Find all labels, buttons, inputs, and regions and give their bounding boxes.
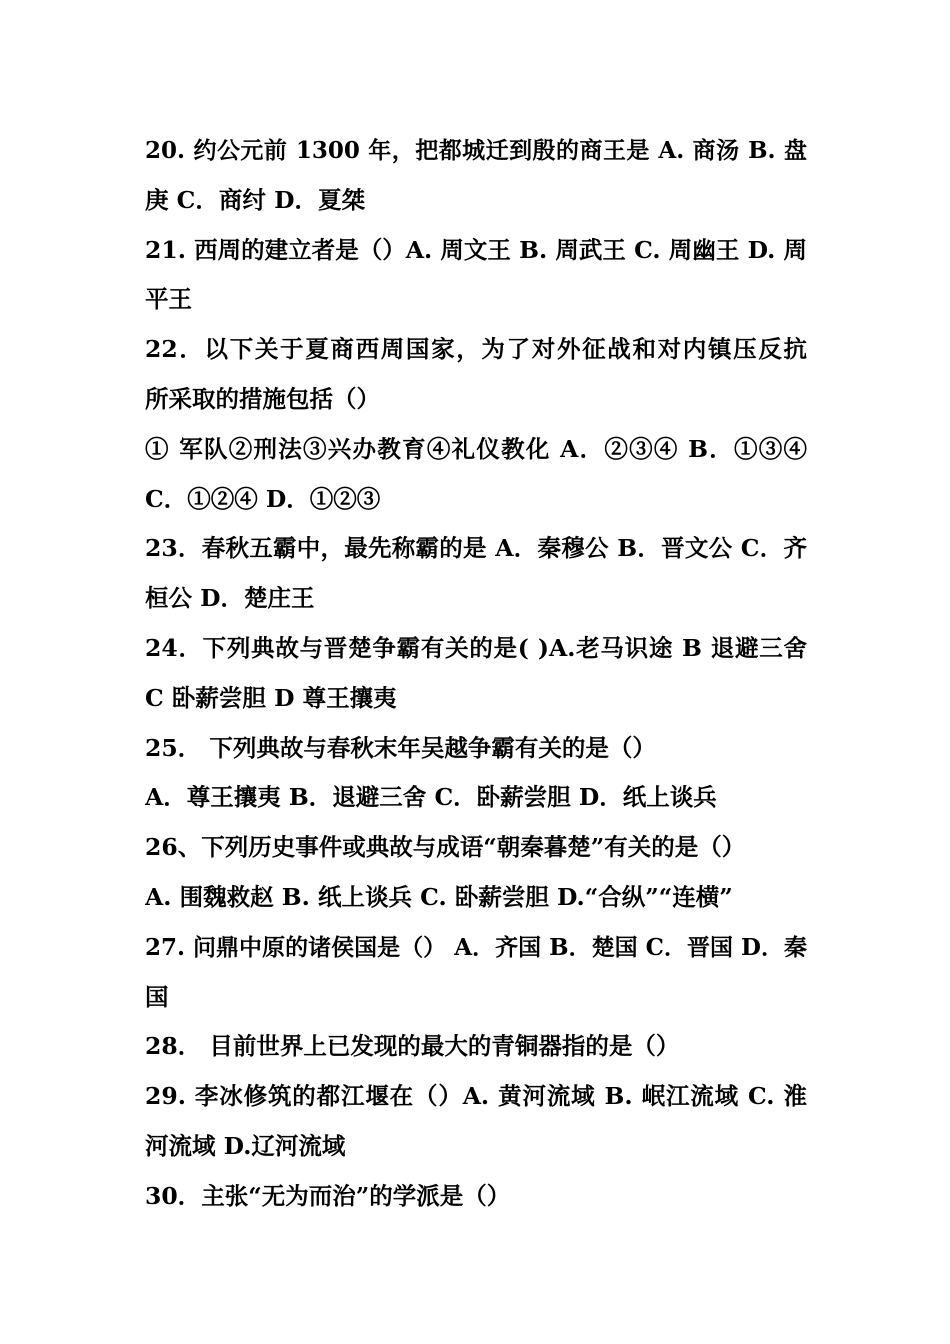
text-line: 25． 下列典故与春秋末年吴越争霸有关的是（） bbox=[145, 733, 656, 762]
text-line: 22．以下关于夏商西周国家，为了对外征战和对内镇压反抗 bbox=[145, 335, 807, 364]
text-line: 国 bbox=[145, 982, 169, 1011]
text-line: 26、下列历史事件或典故与成语“朝秦暮楚”有关的是（） bbox=[145, 833, 746, 862]
text-line: 21. 西周的建立者是（）A. 周文王 B. 周武王 C. 周幽王 D. 周 bbox=[145, 235, 807, 264]
text-line: 27. 问鼎中原的诸侯国是（） A．齐国 B．楚国 C．晋国 D．秦 bbox=[145, 933, 807, 961]
text-line: C．①②④ D．①②③ bbox=[145, 484, 381, 513]
text-line: ① 军队②刑法③兴办教育④礼仪教化 A．②③④ B．①③④ bbox=[145, 434, 807, 463]
text-line: 河流域 D.辽河流域 bbox=[145, 1131, 346, 1160]
text-line: 29. 李冰修筑的都江堰在（）A. 黄河流域 B. 岷江流域 C. 淮 bbox=[145, 1082, 807, 1111]
text-line: 所采取的措施包括（） bbox=[145, 384, 380, 413]
document-page bbox=[145, 126, 807, 1222]
text-line: C 卧薪尝胆 D 尊王攘夷 bbox=[145, 683, 397, 712]
text-line: 庚 C．商纣 D．夏桀 bbox=[145, 185, 365, 214]
text-line: 20. 约公元前 1300 年，把都城迁到殷的商王是 A. 商汤 B. 盘 bbox=[145, 137, 807, 164]
text-line: A. 围魏救赵 B. 纸上谈兵 C. 卧薪尝胆 D.“合纵”“连横” bbox=[145, 882, 733, 911]
text-line: 28． 目前世界上已发现的最大的青铜器指的是（） bbox=[145, 1032, 680, 1061]
text-line: 24．下列典故与晋楚争霸有关的是( )A.老马识途 B 退避三舍 bbox=[145, 633, 807, 662]
text-line: 23．春秋五霸中，最先称霸的是 A．秦穆公 B．晋文公 C．齐 bbox=[145, 534, 807, 563]
text-line: 平王 bbox=[145, 285, 192, 314]
text-line: A．尊王攘夷 B．退避三舍 C．卧薪尝胆 D．纸上谈兵 bbox=[145, 783, 717, 812]
text-line: 桓公 D．楚庄王 bbox=[145, 584, 315, 613]
text-line: 30．主张“无为而治”的学派是（） bbox=[145, 1181, 511, 1210]
